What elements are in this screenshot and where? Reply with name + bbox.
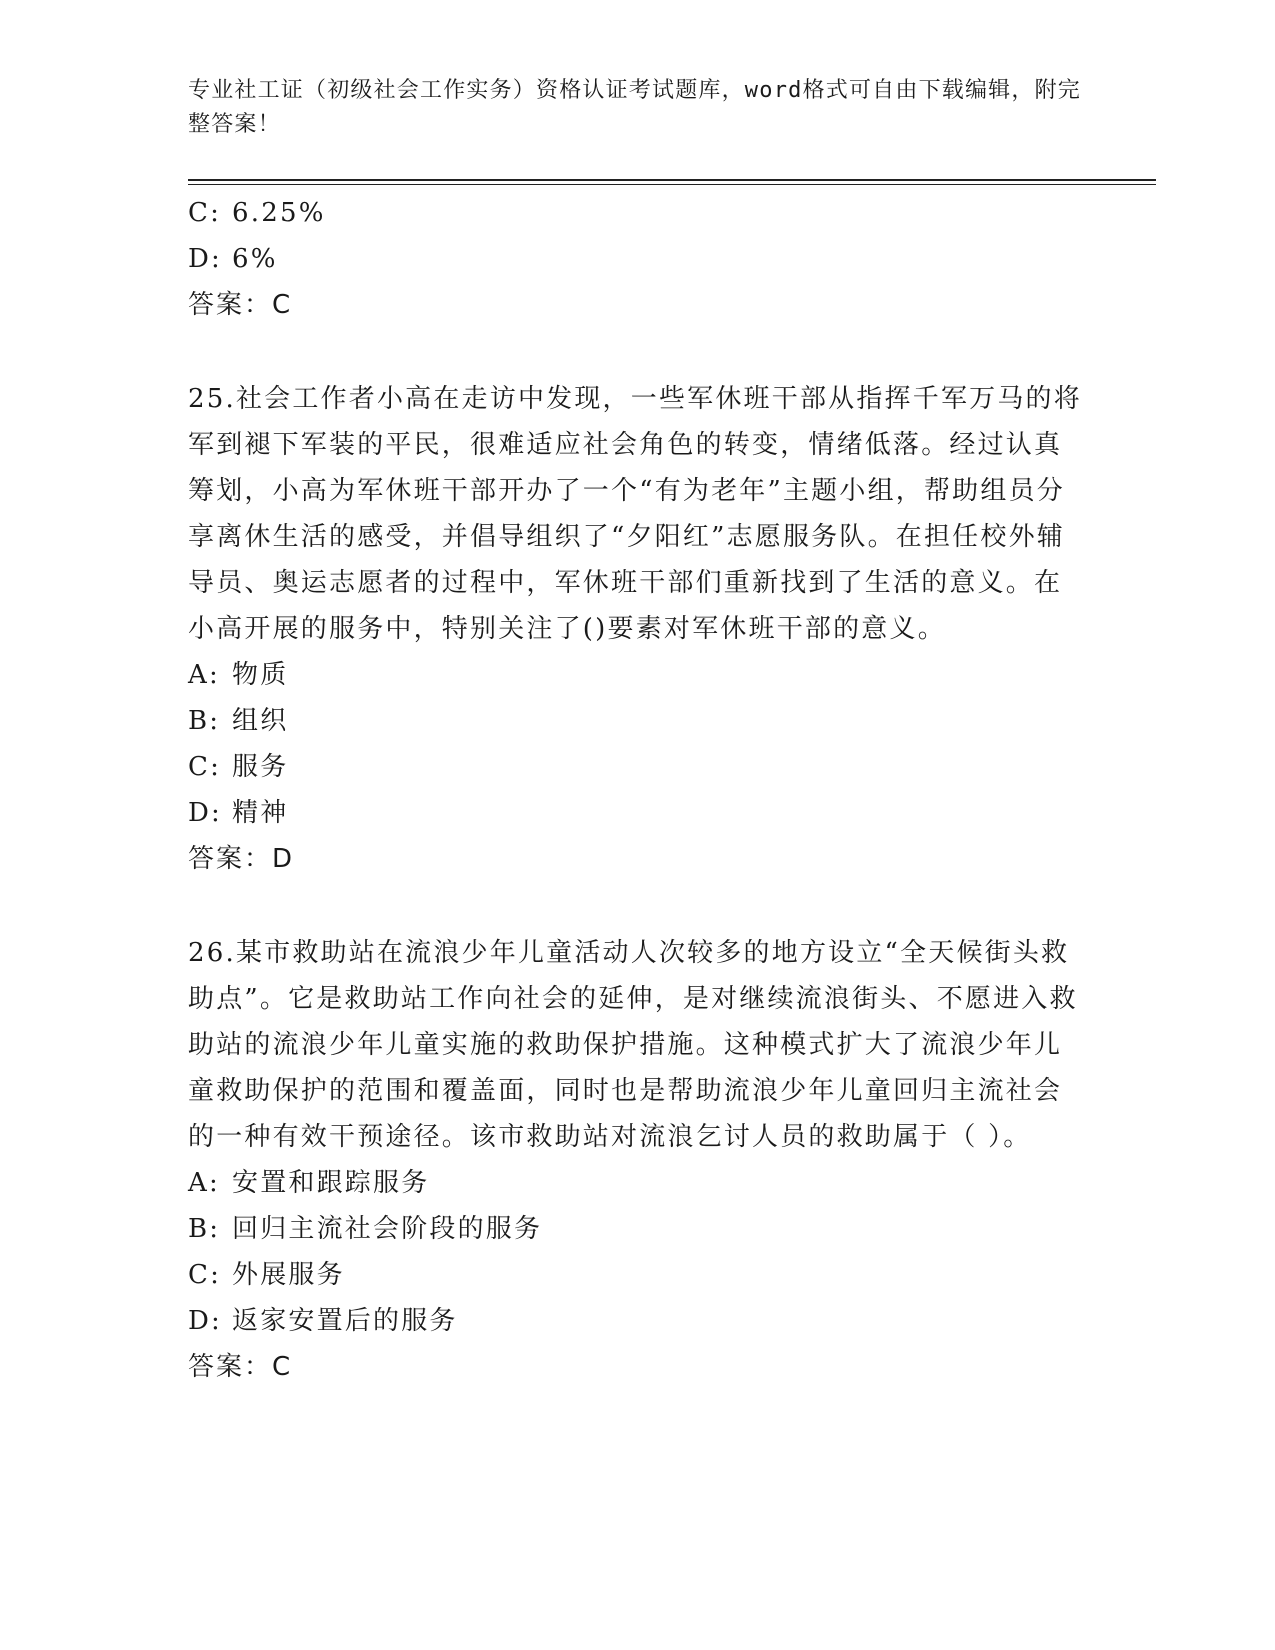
option-key: A: <box>188 1168 220 1198</box>
question-26 <box>188 930 1088 1390</box>
option-key: A: <box>188 660 220 690</box>
option-text: 服务 <box>232 752 289 782</box>
option-b <box>188 698 1088 744</box>
question-stem: 25.社会工作者小高在走访中发现，一些军休班干部从指挥千军万马的将军到褪下军装的平民，很难适应社会角色的转变，情绪低落。经过认真筹划，小高为军休班干部开办了一个“有为老年”主题小组，帮助组员分享离休生活的感受，并倡导组织了“夕阳红”志愿服务队。在担任校外辅导员、奥运志愿者的过程中，军休班干部们重新找到了生活的意义。在小高开展的服务中，特别关注了()要素对军休班干部的意义。 <box>188 384 1082 644</box>
option-text: 外展服务 <box>232 1260 345 1290</box>
previous-question-tail <box>188 190 1088 328</box>
option-b <box>188 1206 1088 1252</box>
exam-content <box>188 190 1088 1390</box>
answer-line: 答案：C <box>188 290 293 320</box>
option-text: 安置和跟踪服务 <box>232 1168 430 1198</box>
answer-line: 答案：C <box>188 1352 293 1382</box>
option-key: C: <box>188 752 222 782</box>
option-c <box>188 744 1088 790</box>
option-text: 6% <box>232 244 278 274</box>
option-c <box>188 1252 1088 1298</box>
option-text: 组织 <box>232 706 289 736</box>
option-d <box>188 790 1088 836</box>
option-text: 精神 <box>232 798 289 828</box>
option-key: B: <box>188 1214 221 1244</box>
option-key: C: <box>188 1260 222 1290</box>
spacer <box>188 328 1088 376</box>
page-header: 专业社工证（初级社会工作实务）资格认证考试题库，word格式可自由下载编辑，附完整答案！ <box>188 78 1081 137</box>
answer-line: 答案：D <box>188 844 295 874</box>
option-key: D: <box>188 244 223 274</box>
option-a <box>188 1160 1088 1206</box>
question-25 <box>188 376 1088 882</box>
option-text: 回归主流社会阶段的服务 <box>232 1214 543 1244</box>
option-text: 6.25% <box>232 198 326 228</box>
header-divider-thick <box>188 179 1156 181</box>
option-d <box>188 1298 1088 1344</box>
option-text: 返家安置后的服务 <box>232 1306 458 1336</box>
spacer <box>188 882 1088 930</box>
option-c <box>188 190 1088 236</box>
option-key: B: <box>188 706 221 736</box>
option-key: D: <box>188 1306 223 1336</box>
option-a <box>188 652 1088 698</box>
option-d <box>188 236 1088 282</box>
header-divider-thin <box>188 184 1156 185</box>
option-key: D: <box>188 798 223 828</box>
option-text: 物质 <box>232 660 289 690</box>
option-key: C: <box>188 198 222 228</box>
question-stem: 26.某市救助站在流浪少年儿童活动人次较多的地方设立“全天候街头救助点”。它是救助站工作向社会的延伸，是对继续流浪街头、不愿进入救助站的流浪少年儿童实施的救助保护措施。这种模式扩大了流浪少年儿童救助保护的范围和覆盖面，同时也是帮助流浪少年儿童回归主流社会的一种有效干预途径。该市救助站对流浪乞讨人员的救助属于（ ）。 <box>188 938 1078 1152</box>
